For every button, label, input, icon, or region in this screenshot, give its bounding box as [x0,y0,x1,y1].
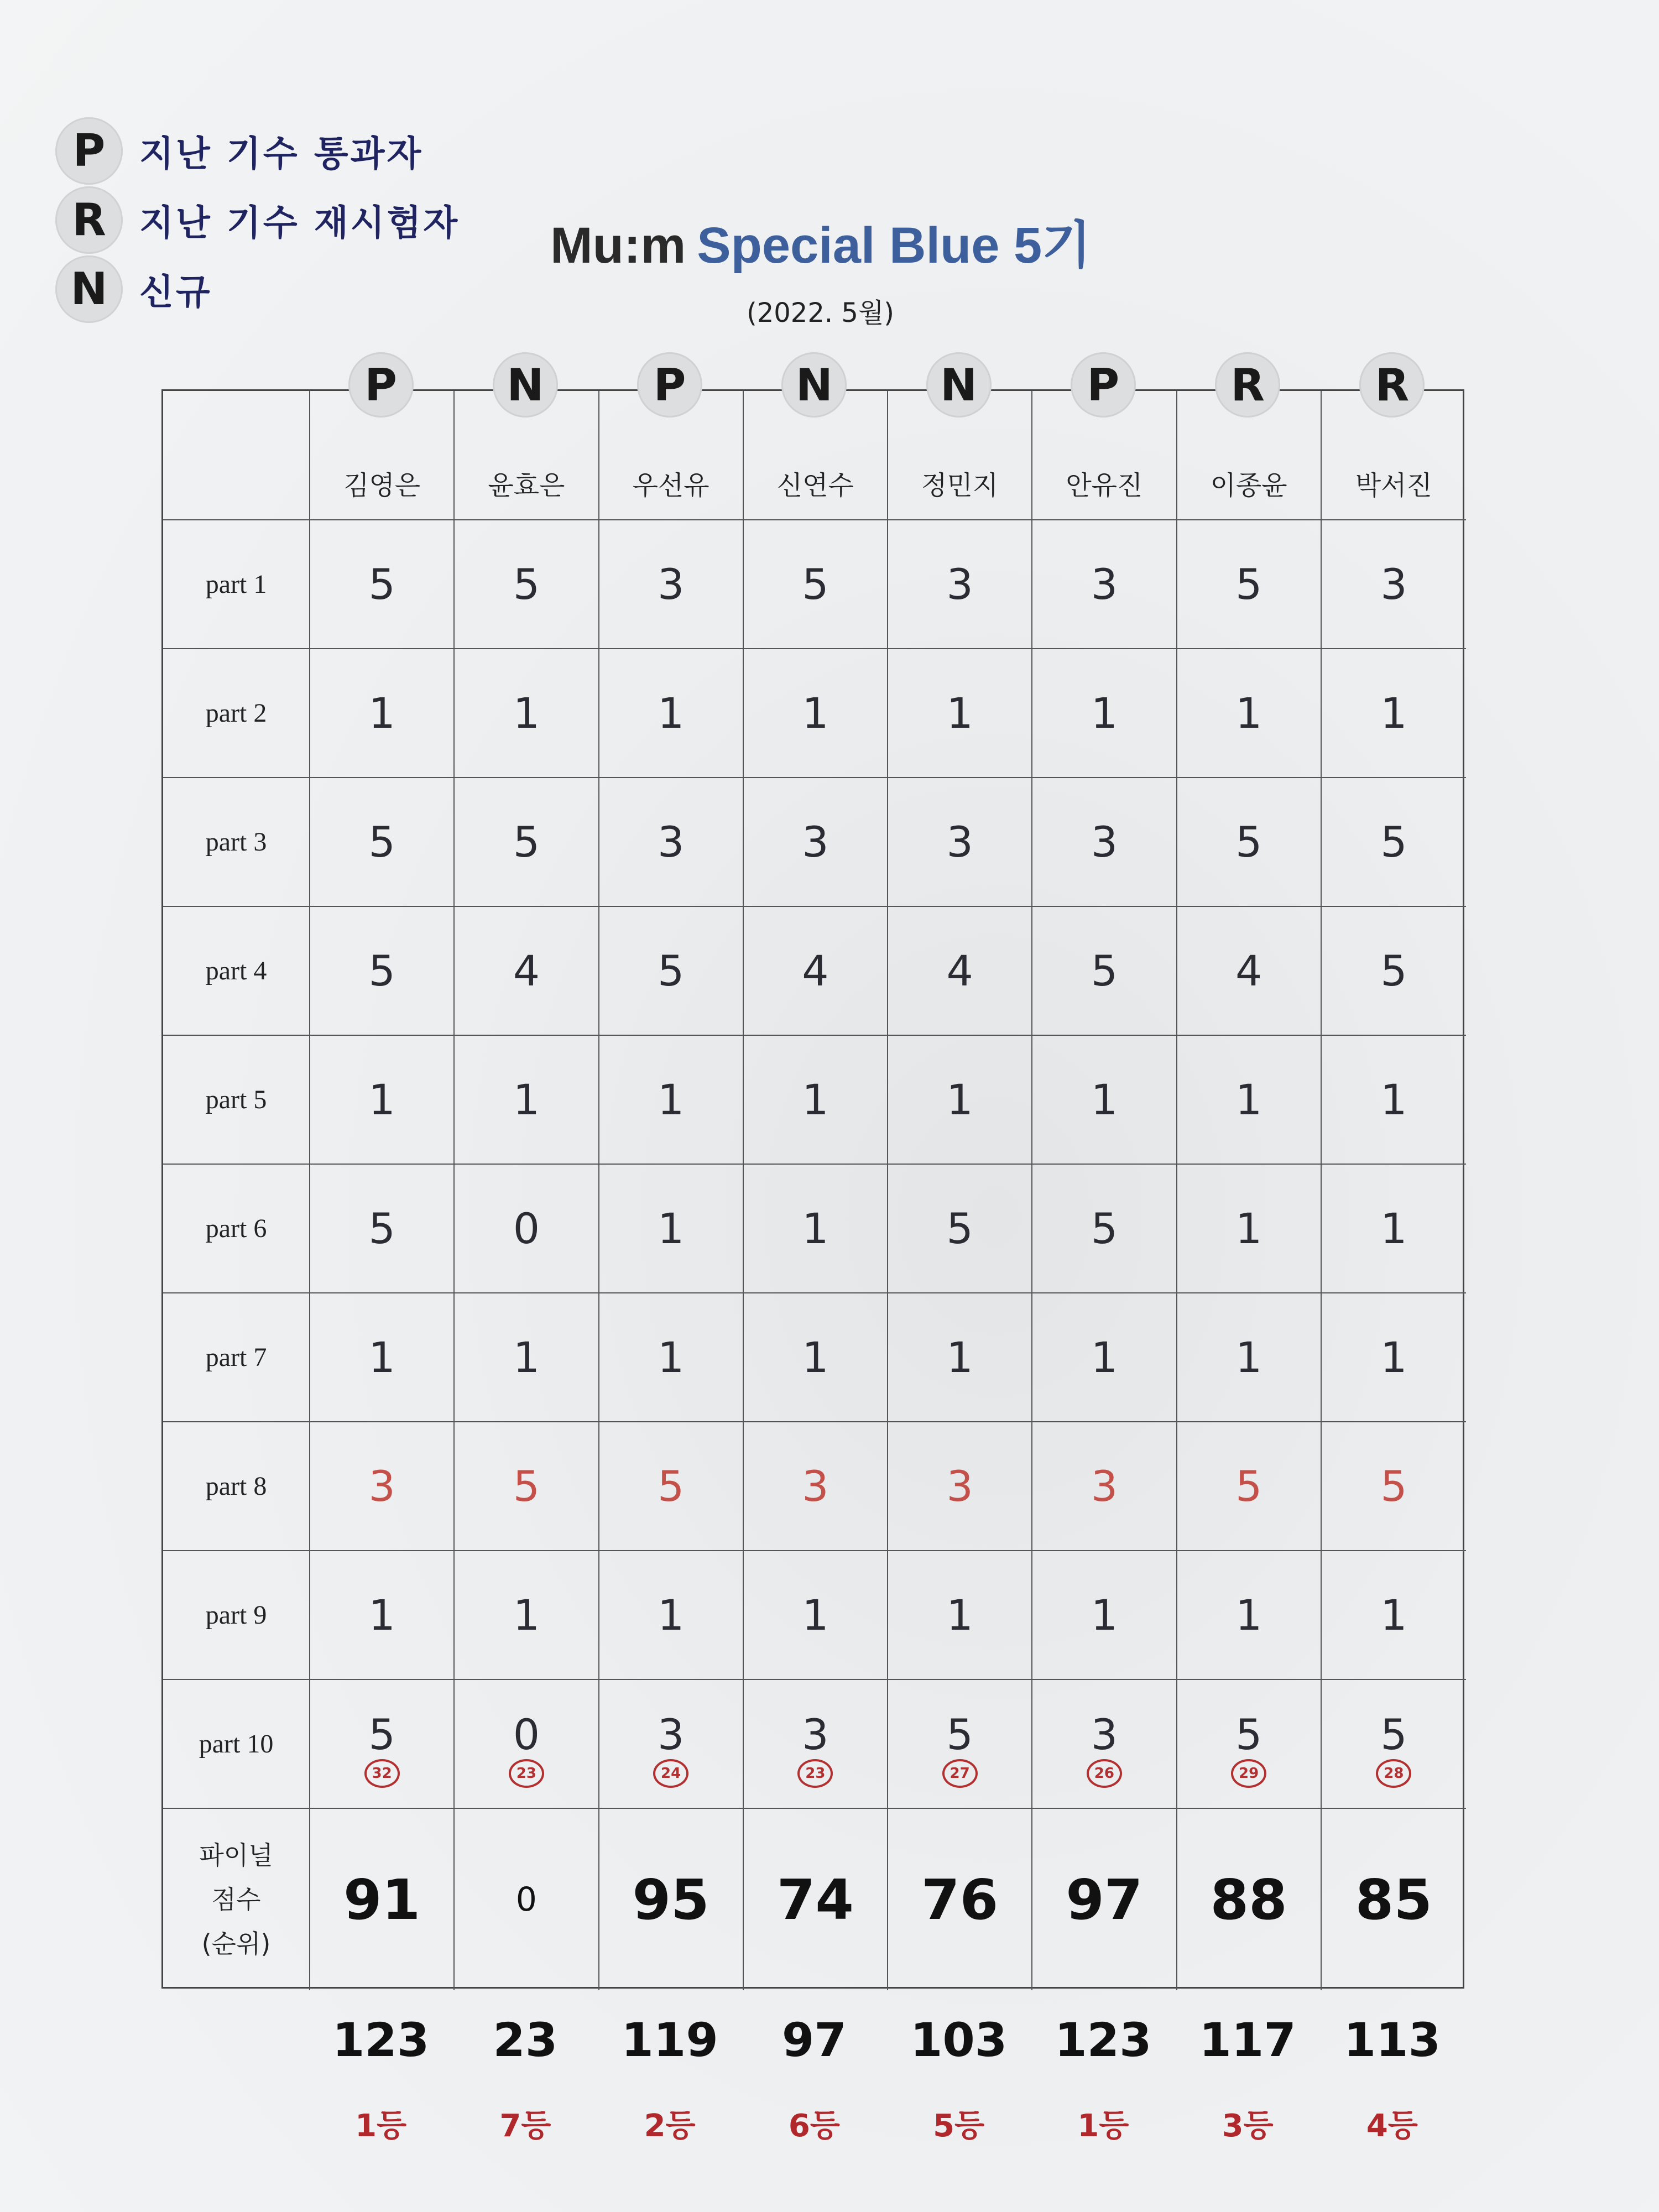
row-label: part 10 [199,1729,274,1759]
score-value: 1 [657,1590,685,1640]
student-name: 김영은 [343,469,421,501]
score-value: 0 [513,1204,540,1253]
score-cell [1177,1422,1322,1551]
score-cell [455,1165,599,1293]
rank-label: 5등 [933,2108,985,2144]
student-name: 윤효은 [488,469,565,501]
score-value: 1 [368,1075,395,1124]
total-score: 103 [910,2013,1008,2067]
score-value: 1 [946,1075,973,1124]
score-value: 3 [946,1462,973,1511]
page-subtitle: (2022. 5월) [747,298,895,328]
score-value: 3 [1380,560,1407,609]
row-label-cell [163,520,310,649]
score-cell [888,1293,1032,1422]
score-cell [1032,1422,1177,1551]
score-value: 3 [368,1462,395,1511]
score-value: 1 [1235,1204,1262,1253]
score-value: 3 [802,1462,829,1511]
score-cell [455,1680,599,1809]
score-value: 1 [1091,688,1118,738]
score-value: 1 [657,688,685,738]
score-cell [599,1680,744,1809]
score-value: 1 [657,1204,685,1253]
score-cell [599,649,744,778]
score-cell [744,1680,888,1809]
score-cell [744,1165,888,1293]
score-value: 1 [1380,1333,1407,1382]
score-value: 1 [1380,1590,1407,1640]
rank-label: 1등 [355,2108,407,2144]
row-label-cell [163,778,310,907]
score-cell [1177,520,1322,649]
student-name: 신연수 [776,469,854,501]
student-name: 우선유 [632,469,709,501]
score-value: 5 [1235,1462,1262,1511]
score-value: 1 [1235,1590,1262,1640]
score-cell [1322,1036,1466,1165]
score-cell [888,907,1032,1036]
student-name: 이종윤 [1210,469,1287,501]
score-value: 5 [513,817,540,867]
score-cell [888,1551,1032,1680]
circled-subtotal: 24 [653,1759,688,1788]
score-cell [599,520,744,649]
row-label: part 4 [205,956,267,985]
score-value: 5 [1235,817,1262,867]
final-score-cell [455,1809,599,1990]
score-value: 1 [1235,688,1262,738]
score-cell [744,1551,888,1680]
score-cell [1032,778,1177,907]
score-value: 1 [1091,1075,1118,1124]
score-value: 5 [657,946,685,995]
rank-label: 6등 [788,2108,840,2144]
score-cell [310,1293,455,1422]
ranks-row [309,2101,1464,2146]
score-cell [455,1293,599,1422]
score-cell [1322,520,1466,649]
score-cell [888,520,1032,649]
final-score-cell [310,1809,455,1990]
score-value: 5 [802,560,829,609]
student-name: 박서진 [1355,469,1432,501]
score-value: 1 [1380,1204,1407,1253]
final-score: 88 [1210,1867,1287,1932]
score-cell [888,1036,1032,1165]
score-cell [744,1293,888,1422]
score-cell [599,1165,744,1293]
score-table [161,389,1464,1989]
score-value: 5 [1380,817,1407,867]
page-title [550,205,1091,278]
student-status-badge: N [493,352,558,418]
score-value: 1 [513,1590,540,1640]
student-status-badge: P [637,352,702,418]
score-value: 5 [1380,946,1407,995]
final-score: 76 [921,1867,999,1932]
score-value: 5 [946,1204,973,1253]
score-value: 0 [513,1709,540,1759]
student-status-badge: R [1215,352,1280,418]
score-cell [455,520,599,649]
score-cell [310,778,455,907]
score-value: 1 [657,1333,685,1382]
score-value: 4 [946,946,973,995]
score-cell [1177,1680,1322,1809]
student-name: 정민지 [921,469,999,501]
score-value: 3 [1091,1709,1118,1759]
score-cell [888,1422,1032,1551]
row-label: part 2 [205,698,267,728]
score-value: 1 [1091,1590,1118,1640]
score-cell [1177,1293,1322,1422]
score-value: 5 [513,1462,540,1511]
score-cell [1322,1680,1466,1809]
score-cell [310,1680,455,1809]
final-score: 0 [515,1880,537,1919]
total-score: 117 [1199,2013,1296,2067]
score-cell [744,1422,888,1551]
row-label: part 8 [205,1472,267,1501]
row-label: part 3 [205,827,267,857]
score-cell [888,1680,1032,1809]
score-value: 4 [513,946,540,995]
final-score: 91 [343,1867,421,1932]
final-score-cell [1177,1809,1322,1990]
row-label: part 6 [205,1214,267,1243]
score-cell [1177,1036,1322,1165]
score-value: 5 [946,1709,973,1759]
legend-badge: P [55,117,123,185]
score-value: 1 [513,1075,540,1124]
header-corner-cell [163,391,310,520]
score-cell [1177,649,1322,778]
circled-subtotal: 23 [797,1759,833,1788]
score-cell [1322,907,1466,1036]
score-cell [599,778,744,907]
total-score: 123 [1055,2013,1152,2067]
rank-label: 3등 [1222,2108,1274,2144]
rank-label: 2등 [644,2108,696,2144]
score-value: 1 [946,1590,973,1640]
score-value: 5 [1380,1462,1407,1511]
score-value: 3 [946,560,973,609]
score-cell [455,1422,599,1551]
score-cell [888,778,1032,907]
score-cell [1032,1293,1177,1422]
final-score: 85 [1355,1867,1432,1932]
row-label-cell [163,649,310,778]
final-score-cell [1322,1809,1466,1990]
score-value: 4 [1235,946,1262,995]
row-label-cell [163,1165,310,1293]
score-cell [1032,1551,1177,1680]
score-cell [310,1036,455,1165]
score-value: 5 [657,1462,685,1511]
row-label: part 1 [205,570,267,599]
score-value: 1 [513,688,540,738]
student-status-badge: N [926,352,992,418]
score-value: 1 [946,688,973,738]
student-name: 안유진 [1066,469,1143,501]
score-value: 1 [368,1333,395,1382]
total-score: 97 [781,2013,847,2067]
student-status-badge: N [781,352,847,418]
score-value: 3 [1091,1462,1118,1511]
score-value: 3 [1091,817,1118,867]
final-score: 74 [776,1867,854,1932]
score-cell [1032,1036,1177,1165]
total-score: 123 [332,2013,430,2067]
score-value: 5 [513,560,540,609]
row-label-cell [163,1680,310,1809]
score-cell [310,520,455,649]
score-value: 1 [1380,1075,1407,1124]
title-brand: Mu:m [550,217,686,274]
score-value: 5 [1091,1204,1118,1253]
legend-row-p [55,116,460,185]
legend-badge: N [55,255,123,323]
score-value: 1 [1235,1333,1262,1382]
total-score: 119 [621,2013,718,2067]
score-cell [1032,1680,1177,1809]
score-cell [1177,778,1322,907]
final-label-line: 파이널 [199,1840,273,1870]
row-label-cell [163,1293,310,1422]
score-cell [1177,1165,1322,1293]
score-cell [310,907,455,1036]
score-cell [599,1036,744,1165]
student-status-badge: P [348,352,414,418]
score-value: 3 [657,1709,685,1759]
score-value: 1 [802,688,829,738]
legend-text: 신규 [139,272,212,313]
score-value: 5 [1091,946,1118,995]
score-cell [310,1551,455,1680]
final-label-line: (순위) [201,1929,271,1959]
final-score: 95 [632,1867,709,1932]
score-value: 1 [513,1333,540,1382]
row-label: part 7 [205,1343,267,1372]
student-status-badge: P [1071,352,1136,418]
score-cell [599,907,744,1036]
score-value: 5 [368,1709,395,1759]
score-cell [1032,1165,1177,1293]
row-label-cell [163,1551,310,1680]
score-value: 3 [657,817,685,867]
legend-row-r [55,185,460,254]
row-label-cell [163,1422,310,1551]
final-score-cell [1032,1809,1177,1990]
circled-subtotal: 32 [364,1759,400,1788]
rank-label: 1등 [1077,2108,1129,2144]
score-value: 5 [1235,560,1262,609]
score-cell [1322,1165,1466,1293]
total-score: 113 [1343,2013,1441,2067]
rank-label: 7등 [499,2108,551,2144]
circled-subtotal: 26 [1087,1759,1122,1788]
row-label-cell [163,907,310,1036]
score-cell [455,649,599,778]
circled-subtotal: 27 [942,1759,978,1788]
score-cell [1322,649,1466,778]
score-value: 1 [1235,1075,1262,1124]
score-value: 1 [802,1333,829,1382]
score-cell [310,649,455,778]
row-label-cell [163,1036,310,1165]
title-course: Special Blue 5기 [697,217,1091,274]
score-cell [455,778,599,907]
legend-row-n [55,254,460,324]
circled-subtotal: 23 [509,1759,544,1788]
score-cell [310,1165,455,1293]
score-value: 5 [368,817,395,867]
score-cell [310,1422,455,1551]
legend [55,116,460,324]
score-value: 1 [802,1204,829,1253]
score-value: 1 [368,688,395,738]
score-cell [744,907,888,1036]
score-cell [888,1165,1032,1293]
score-cell [1032,649,1177,778]
legend-text: 지난 기수 재시험자 [139,202,460,244]
final-score-cell [599,1809,744,1990]
score-cell [744,649,888,778]
score-cell [1177,907,1322,1036]
rank-label: 4등 [1366,2108,1418,2144]
score-value: 3 [802,817,829,867]
score-cell [888,649,1032,778]
score-cell [1322,778,1466,907]
row-label: part 9 [205,1600,267,1630]
score-cell [1322,1551,1466,1680]
totals-row [309,2013,1464,2067]
score-value: 1 [802,1590,829,1640]
final-label-line: 점수 [211,1885,261,1914]
total-score: 23 [493,2013,558,2067]
score-cell [455,1551,599,1680]
score-cell [599,1293,744,1422]
score-value: 1 [368,1590,395,1640]
score-value: 1 [657,1075,685,1124]
score-value: 1 [1091,1333,1118,1382]
final-score-cell [888,1809,1032,1990]
legend-badge: R [55,186,123,254]
score-value: 5 [1235,1709,1262,1759]
score-value: 5 [368,946,395,995]
score-cell [1032,907,1177,1036]
score-value: 5 [368,560,395,609]
score-value: 5 [368,1204,395,1253]
score-cell [455,1036,599,1165]
final-score-cell [744,1809,888,1990]
score-cell [1322,1422,1466,1551]
score-cell [455,907,599,1036]
legend-text: 지난 기수 통과자 [139,133,424,175]
score-value: 1 [1380,688,1407,738]
score-cell [744,1036,888,1165]
score-cell [1032,520,1177,649]
row-label: part 5 [205,1085,267,1114]
student-status-badge: R [1359,352,1425,418]
score-value: 1 [946,1333,973,1382]
score-value: 1 [802,1075,829,1124]
circled-subtotal: 28 [1376,1759,1411,1788]
score-value: 3 [657,560,685,609]
score-cell [1322,1293,1466,1422]
score-value: 3 [946,817,973,867]
score-cell [744,520,888,649]
score-cell [744,778,888,907]
score-cell [1177,1551,1322,1680]
final-label-cell [163,1809,310,1990]
final-score: 97 [1066,1867,1143,1932]
score-value: 3 [802,1709,829,1759]
score-value: 3 [1091,560,1118,609]
circled-subtotal: 29 [1231,1759,1266,1788]
score-value: 5 [1380,1709,1407,1759]
score-value: 4 [802,946,829,995]
score-cell [599,1422,744,1551]
score-cell [599,1551,744,1680]
